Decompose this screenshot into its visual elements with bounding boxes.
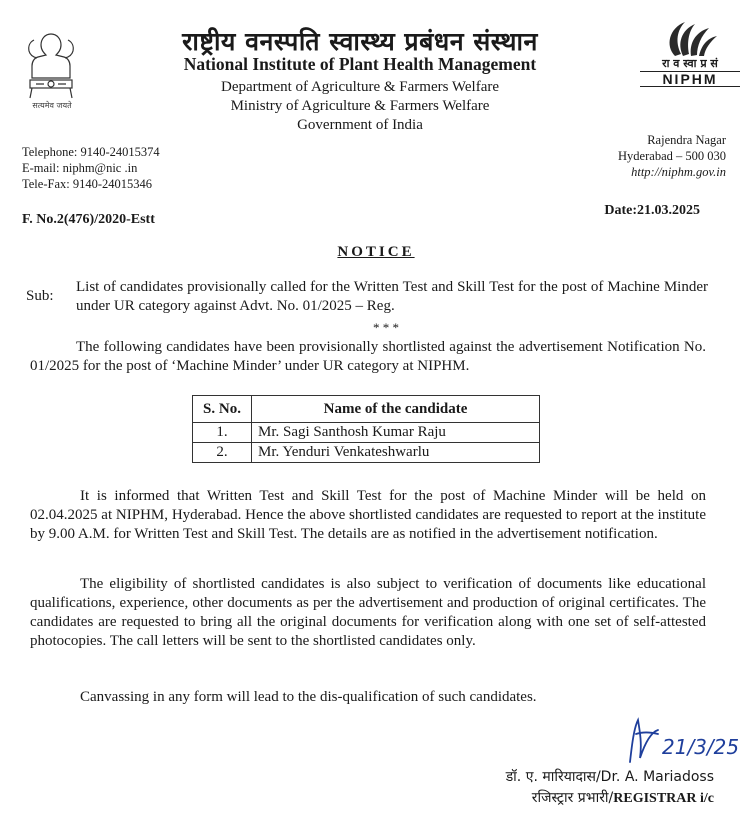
designation-hindi: रजिस्ट्रार प्रभारी/ [531, 790, 614, 806]
table-row [193, 443, 540, 463]
contact-block [22, 144, 160, 192]
subject-label: Sub: [26, 288, 54, 304]
handwritten-date: 21/3/25 [662, 735, 740, 759]
address-line2: Hyderabad – 500 030 [618, 149, 726, 163]
header-name: Name of the candidate [252, 396, 540, 423]
emblem-caption: सत्यमेव जयते [32, 101, 72, 110]
notice-date: Date:21.03.2025 [604, 203, 700, 218]
logo-hindi-acronym: रा व स्वा प्र सं [662, 57, 718, 70]
signatory-name: डॉ. ए. मारियादास/Dr. A. Mariadoss [505, 769, 714, 785]
logo-english-acronym: NIPHM [640, 71, 740, 87]
cell-name: Mr. Sagi Santhosh Kumar Raju [252, 423, 540, 443]
subject-separator: * * * [373, 320, 399, 335]
paragraph-shortlist: The following candidates have been provisionally shortlisted against the advertisement Notification No. 01/2025 for the post of ‘Machine Minder’ under UR category at NIPHM. [30, 339, 706, 374]
address-line1: Rajendra Nagar [647, 133, 726, 147]
institute-english-title: National Institute of Plant Health Management [183, 54, 537, 74]
notice-heading: NOTICE [337, 244, 415, 260]
ministry-line: Ministry of Agriculture & Farmers Welfare [230, 98, 490, 114]
designation-english: REGISTRAR i/c [613, 791, 714, 806]
paragraph-canvassing: Canvassing in any form will lead to the dis-qualification of such candidates. [80, 689, 537, 705]
cell-name: Mr. Yenduri Venkateshwarlu [252, 443, 540, 463]
government-line: Government of India [297, 117, 423, 133]
handwritten-signature-icon [612, 714, 742, 770]
institute-hindi-title: राष्ट्रीय वनस्पति स्वास्थ्य प्रबंधन संस्थान [182, 27, 538, 56]
cell-sno: 2. [193, 443, 252, 463]
table-row [193, 423, 540, 443]
email: E-mail: niphm@nic .in [22, 161, 138, 175]
department-block [120, 78, 600, 135]
address-block [618, 132, 726, 180]
subject-text: List of candidates provisionally called for the Written Test and Skill Test for the post of Machine Minder under UR category against Advt. No. 01/2025 – Reg. [76, 279, 708, 314]
paragraph-test-schedule: It is informed that Written Test and Skill Test for the post of Machine Minder will be held on 02.04.2025 at NIPHM, Hyderabad. Hence the above shortlisted candidates are requested to report at the institute by 9.00 A.M. for Written Test and Skill Test. The details are as notified in the advertisement notification. [30, 488, 706, 542]
department-line: Department of Agriculture & Farmers Welfare [221, 79, 499, 95]
table-header-row [193, 396, 540, 423]
signatory-designation [532, 788, 714, 807]
telefax: Tele-Fax: 9140-24015346 [22, 177, 153, 191]
header-sno: S. No. [193, 396, 252, 423]
telephone: Telephone: 9140-24015374 [22, 145, 160, 159]
paragraph-eligibility: The eligibility of shortlisted candidates is also subject to verification of documents like educational qualifications, experience, other documents as per the advertisement and production of original certificates. The candidates are requested to bring all the original documents for verification along with one set of self-attested photocopies. The call letters will be sent to the shortlisted candidates only. [30, 576, 706, 649]
cell-sno: 1. [193, 423, 252, 443]
niphm-logo-icon [655, 16, 727, 60]
website-link[interactable]: http://niphm.gov.in [631, 165, 726, 179]
candidates-table [192, 395, 540, 463]
file-reference: F. No.2(476)/2020-Estt [22, 212, 155, 227]
